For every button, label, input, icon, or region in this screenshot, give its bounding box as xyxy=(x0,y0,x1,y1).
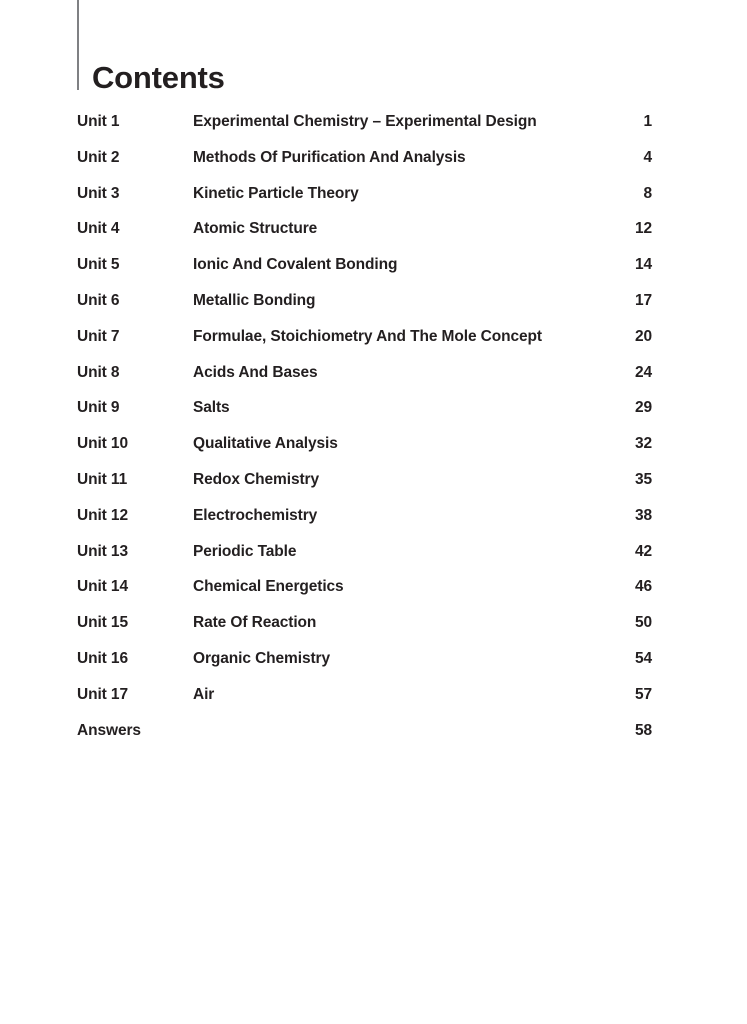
toc-entry[interactable] xyxy=(77,614,652,650)
toc-entry[interactable] xyxy=(77,328,652,364)
toc-entry-page-number: 29 xyxy=(634,399,652,417)
toc-entry-title: Formulae, Stoichiometry And The Mole Concept xyxy=(193,327,542,345)
toc-entry-title: Organic Chemistry xyxy=(193,649,330,667)
toc-entry-unit: Unit 1 xyxy=(77,113,120,130)
toc-entry[interactable] xyxy=(77,578,652,614)
toc-entry[interactable] xyxy=(77,220,652,256)
toc-entry-unit: Unit 5 xyxy=(77,256,120,274)
toc-entry-unit: Answers xyxy=(77,721,141,739)
toc-entry-title: Rate Of Reaction xyxy=(193,614,317,632)
toc-entry[interactable] xyxy=(77,543,652,579)
toc-entry-page-number: 50 xyxy=(634,614,652,632)
toc-entry-page-number: 42 xyxy=(634,542,652,560)
toc-entry-unit: Unit 12 xyxy=(77,506,128,524)
toc-entry-title: Acids And Bases xyxy=(193,363,318,381)
toc-entry[interactable] xyxy=(77,471,652,507)
toc-entry[interactable] xyxy=(77,507,652,543)
toc-entry[interactable] xyxy=(77,722,652,758)
toc-entry-title: Experimental Chemistry – Experimental Design xyxy=(193,113,537,130)
toc-entry-page-number: 8 xyxy=(643,184,652,202)
toc-entry-list xyxy=(77,113,652,757)
toc-entry[interactable] xyxy=(77,292,652,328)
toc-entry-title: Kinetic Particle Theory xyxy=(193,184,359,202)
toc-entry-unit: Unit 6 xyxy=(77,291,120,309)
toc-entry-title: Salts xyxy=(193,399,230,417)
toc-entry-page-number: 58 xyxy=(634,721,652,739)
toc-entry[interactable] xyxy=(77,113,652,149)
toc-entry-unit: Unit 9 xyxy=(77,399,120,417)
toc-entry-page-number: 24 xyxy=(634,363,652,381)
toc-entry[interactable] xyxy=(77,149,652,185)
toc-entry-unit: Unit 2 xyxy=(77,148,120,166)
toc-entry-unit: Unit 16 xyxy=(77,649,128,667)
toc-entry[interactable] xyxy=(77,256,652,292)
toc-entry-page-number: 17 xyxy=(634,291,652,309)
toc-entry-unit: Unit 10 xyxy=(77,435,128,453)
page-title: Contents xyxy=(92,60,225,95)
toc-entry-title: Periodic Table xyxy=(193,542,297,560)
toc-entry-unit: Unit 7 xyxy=(77,327,120,345)
toc-entry[interactable] xyxy=(77,185,652,221)
toc-entry[interactable] xyxy=(77,364,652,400)
toc-entry-unit: Unit 3 xyxy=(77,184,120,202)
toc-entry-title: Electrochemistry xyxy=(193,506,318,524)
toc-entry-page-number: 35 xyxy=(634,470,652,488)
toc-entry-page-number: 14 xyxy=(634,256,652,274)
toc-entry-unit: Unit 4 xyxy=(77,220,120,238)
toc-entry-page-number: 57 xyxy=(634,685,652,703)
toc-entry-page-number: 54 xyxy=(634,649,652,667)
toc-entry-page-number: 4 xyxy=(643,148,652,166)
toc-entry-title: Metallic Bonding xyxy=(193,291,316,309)
toc-entry-title: Chemical Energetics xyxy=(193,578,344,596)
toc-entry-page-number: 1 xyxy=(643,113,652,130)
toc-entry-title: Qualitative Analysis xyxy=(193,435,338,453)
toc-entry-page-number: 12 xyxy=(634,220,652,238)
toc-entry[interactable] xyxy=(77,399,652,435)
toc-entry[interactable] xyxy=(77,650,652,686)
toc-entry-page-number: 32 xyxy=(634,435,652,453)
toc-entry-page-number: 38 xyxy=(634,506,652,524)
toc-entry-title: Methods Of Purification And Analysis xyxy=(193,148,466,166)
toc-entry-title: Ionic And Covalent Bonding xyxy=(193,256,398,274)
toc-entry-unit: Unit 15 xyxy=(77,614,128,632)
toc-entry[interactable] xyxy=(77,686,652,722)
toc-entry-title: Atomic Structure xyxy=(193,220,318,238)
toc-entry-title: Air xyxy=(193,685,215,703)
toc-entry-title: Redox Chemistry xyxy=(193,470,319,488)
toc-entry-unit: Unit 17 xyxy=(77,685,128,703)
toc-entry-unit: Unit 13 xyxy=(77,542,128,560)
toc-entry-unit: Unit 11 xyxy=(77,470,128,488)
toc-entry[interactable] xyxy=(77,435,652,471)
toc-entry-page-number: 20 xyxy=(634,327,652,345)
toc-entry-unit: Unit 8 xyxy=(77,363,120,381)
toc-entry-unit: Unit 14 xyxy=(77,578,128,596)
toc-entry-page-number: 46 xyxy=(634,578,652,596)
